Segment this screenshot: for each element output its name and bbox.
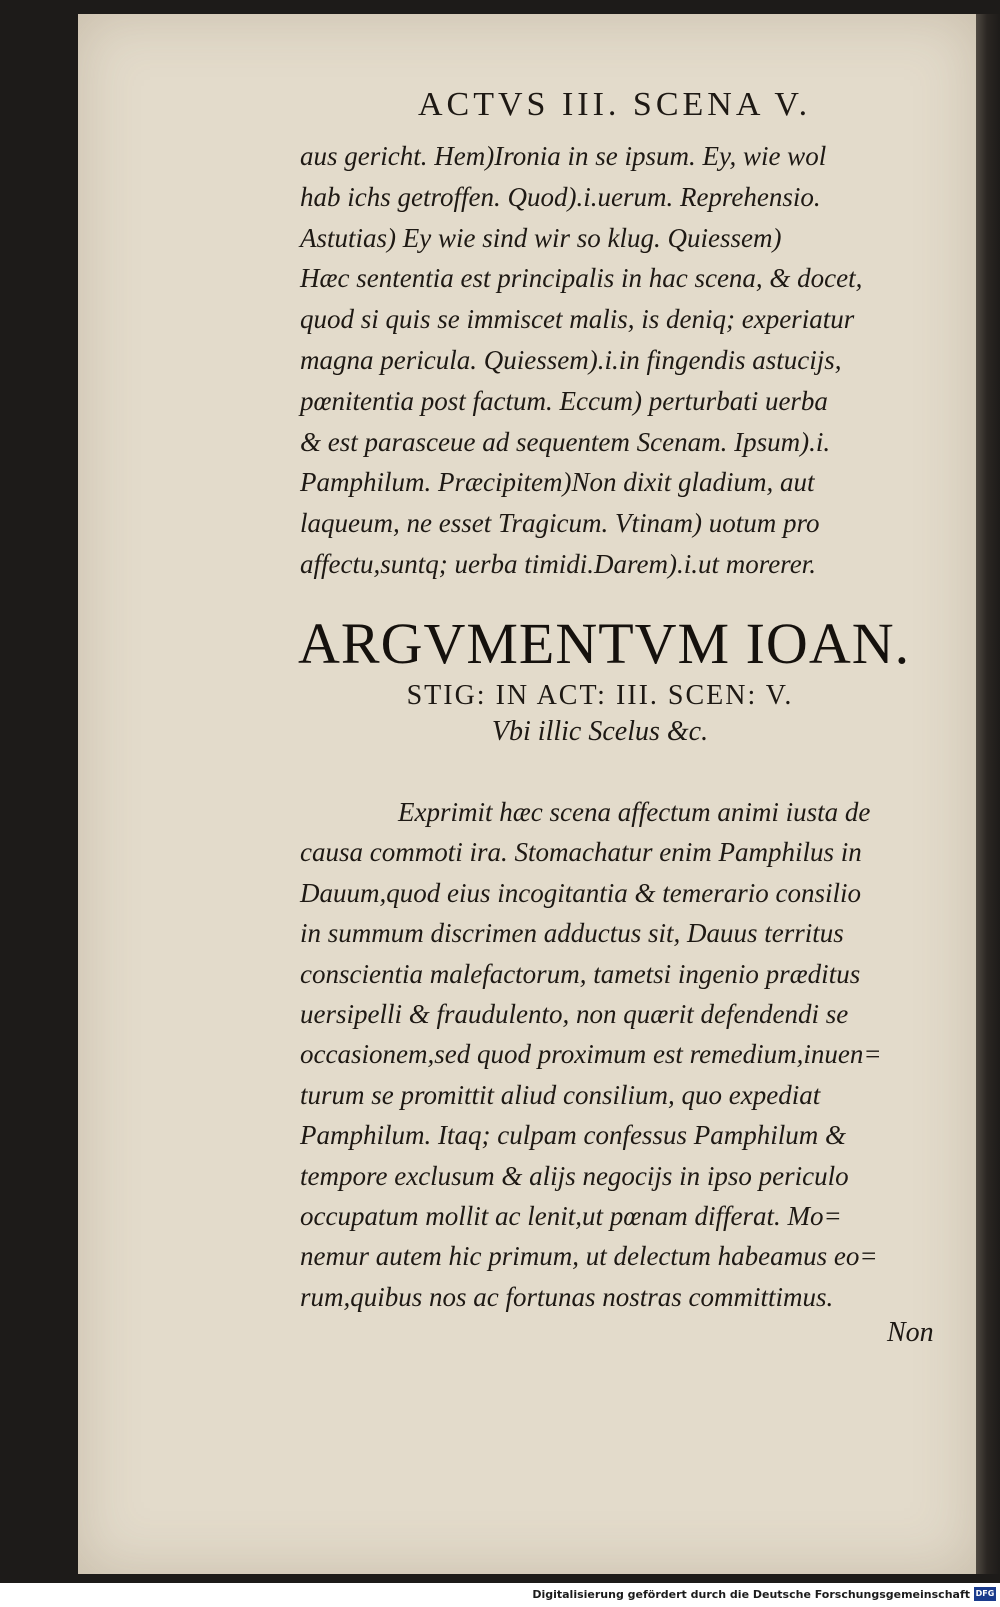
argument-line: Pamphilum. Itaq; culpam confessus Pamphilum & <box>300 1120 846 1151</box>
commentary-line: aus gericht. Hem)Ironia in se ipsum. Ey, wie wol <box>300 141 827 171</box>
commentary-line: Pamphilum. Præcipitem)Non dixit gladium, aut <box>300 467 815 498</box>
argument-line: uersipelli & fraudulento, non quærit defendendi se <box>300 999 849 1030</box>
commentary-line: affectu,suntq; uerba timidi.Darem).i.ut morerer. <box>300 548 816 579</box>
funding-credit: Digitalisierung gefördert durch die Deutsche Forschungsgemeinschaft <box>532 1588 970 1601</box>
argument-subheading: STIG: IN ACT: III. SCEN: V. <box>406 680 794 711</box>
commentary-line: quod si quis se immiscet malis, is deniq; experiatur <box>300 304 855 335</box>
commentary-line: Astutias) Ey wie sind wir so klug. Quiessem) <box>300 222 782 253</box>
commentary-line: pœnitentia post factum. Eccum) perturbati uerba <box>300 385 828 416</box>
argument-line: turum se promittit aliud consilium, quo expediat <box>300 1079 821 1110</box>
commentary-line: magna pericula. Quiessem).i.in fingendis astucijs, <box>300 344 842 375</box>
commentary-line: hab ichs getroffen. Quod).i.uerum. Reprehensio. <box>300 181 821 212</box>
argument-line: rum,quibus nos ac fortunas nostras committimus. <box>300 1281 834 1312</box>
argument-line: causa commoti ira. Stomachatur enim Pamphilus in <box>300 837 862 868</box>
argument-body <box>300 792 970 1317</box>
argument-line: nemur autem hic primum, ut delectum habeamus eo= <box>300 1241 878 1272</box>
argument-line: Exprimit hæc scena affectum animi iusta de <box>398 797 871 827</box>
dfg-logo: DFG <box>974 1587 996 1601</box>
commentary-block <box>300 136 970 585</box>
argument-line: Dauum,quod eius incogitantia & temerario consilio <box>300 877 861 908</box>
argument-line: conscientia malefactorum, tametsi ingenio præditus <box>300 958 861 989</box>
commentary-line: Hæc sententia est principalis in hac scena, & docet, <box>300 263 863 294</box>
catchword: Non <box>887 1317 934 1348</box>
argument-incipit: Vbi illic Scelus &c. <box>491 716 709 747</box>
argument-heading: ARGVMENTVM IOAN. <box>298 611 911 676</box>
argument-line: in summum discrimen adductus sit, Dauus territus <box>300 918 844 949</box>
commentary-line: & est parasceue ad sequentem Scenam. Ipsum).i. <box>300 426 831 457</box>
argument-line: occasionem,sed quod proximum est remedium,inuen= <box>300 1039 882 1070</box>
argument-line: tempore exclusum & alijs negocijs in ipso periculo <box>300 1160 849 1191</box>
commentary-line: laqueum, ne esset Tragicum. Vtinam) uotum pro <box>300 508 820 539</box>
running-head: ACTVS III. SCENA V. <box>418 86 812 123</box>
argument-line: occupatum mollit ac lenit,ut pœnam differat. Mo= <box>300 1201 842 1232</box>
